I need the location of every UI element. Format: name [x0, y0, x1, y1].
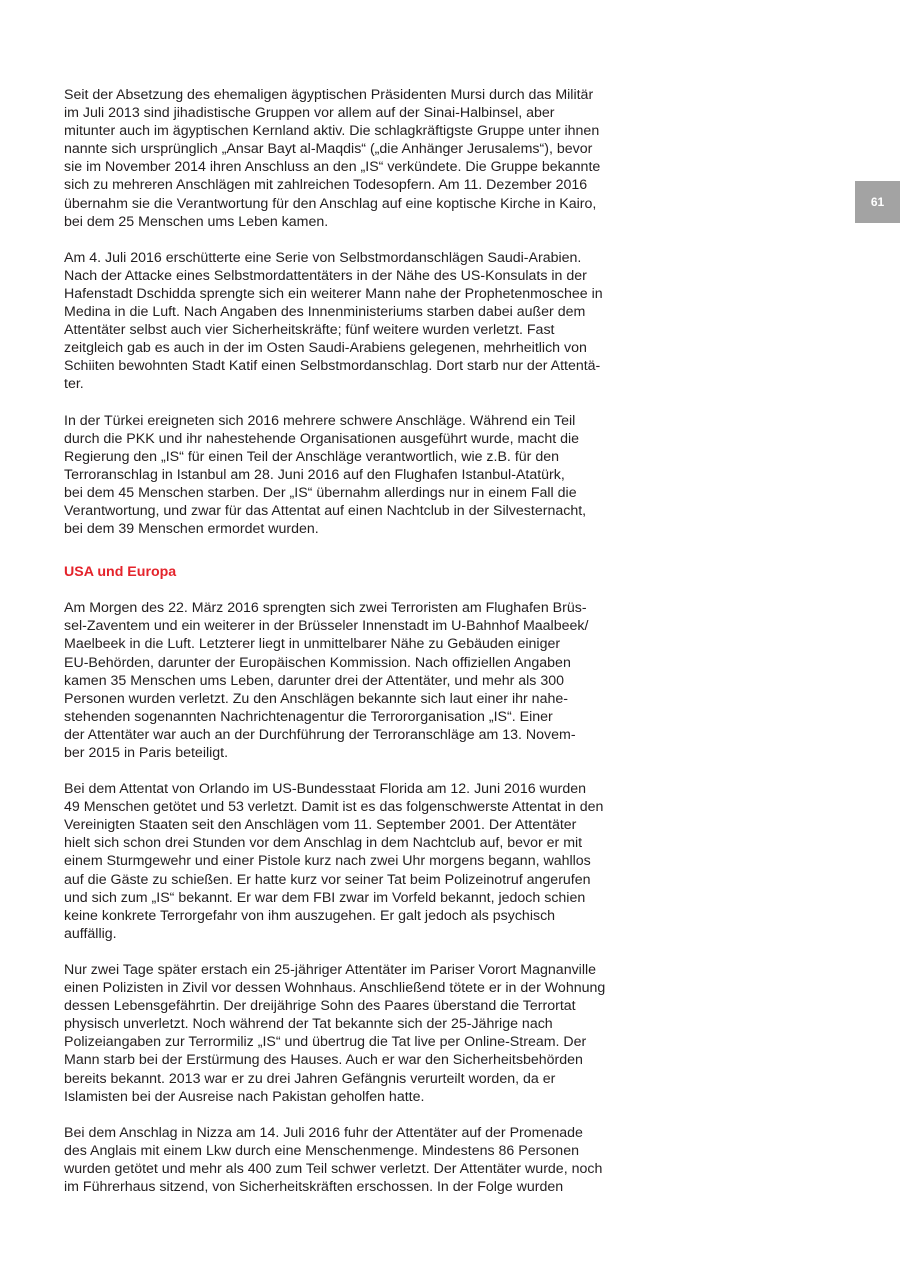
paragraph-line: und sich zum „IS“ bekannt. Er war dem FBI zwar im Vorfeld bekannt, jedoch schien	[64, 889, 586, 906]
paragraph-line: Medina in die Luft. Nach Angaben des Innenministeriums starben dabei außer dem	[64, 304, 586, 321]
paragraph	[64, 86, 624, 231]
page-number-tab	[855, 181, 900, 223]
paragraph-line: Verantwortung, und zwar für das Attentat auf einen Nachtclub in der Silvesternacht,	[64, 502, 587, 519]
paragraph-line: im Juli 2013 sind jihadistische Gruppen vor allem auf der Sinai-Halbinsel, aber	[64, 105, 555, 122]
text-block-top	[64, 86, 624, 538]
paragraph-line: Schiiten bewohnten Stadt Katif einen Selbstmordanschlag. Dort starb nur der Attentä-	[64, 358, 601, 375]
paragraph-line: im Führerhaus sitzend, von Sicherheitskräften erschossen. In der Folge wurden	[64, 1178, 564, 1195]
paragraph-line: Maelbeek in die Luft. Letzterer liegt in unmittelbarer Nähe zu Gebäuden einiger	[64, 636, 561, 653]
paragraph-line: sich zu mehreren Anschlägen mit zahlreichen Todesopfern. Am 11. Dezember 2016	[64, 177, 588, 194]
paragraph	[64, 780, 624, 943]
paragraph-line: 49 Menschen getötet und 53 verletzt. Damit ist es das folgenschwerste Attentat in den	[64, 799, 604, 816]
paragraph-line: Polizeiangaben zur Terrormiliz „IS“ und übertrug die Tat live per Online-Stream. Der	[64, 1034, 587, 1051]
paragraph-line: physisch unverletzt. Noch während der Tat bekannte sich der 25-Jährige nach	[64, 1016, 553, 1033]
paragraph	[64, 412, 624, 539]
paragraph	[64, 1124, 624, 1196]
paragraph-line: keine konkrete Terrorgefahr von ihm auszugehen. Er galt jedoch als psychisch	[64, 907, 556, 924]
paragraph-line: übernahm sie die Verantwortung für den Anschlag auf eine koptische Kirche in Kairo,	[64, 195, 597, 212]
paragraph-line: In der Türkei ereigneten sich 2016 mehrere schwere Anschläge. Während ein Teil	[64, 412, 576, 429]
paragraph-line: bei dem 39 Menschen ermordet wurden.	[64, 521, 319, 538]
paragraph-line: durch die PKK und ihr nahestehende Organisationen ausgeführt wurde, macht die	[64, 430, 580, 447]
paragraph-line: mitunter auch im ägyptischen Kernland aktiv. Die schlagkräftigste Gruppe unter ihnen	[64, 123, 600, 140]
paragraph-line: Vereinigten Staaten seit den Anschlägen vom 11. September 2001. Der Attentäter	[64, 817, 577, 834]
paragraph-line: Hafenstadt Dschidda sprengte sich ein weiterer Mann nahe der Prophetenmoschee in	[64, 285, 603, 302]
paragraph-line: bereits bekannt. 2013 war er zu drei Jahren Gefängnis verurteilt worden, da er	[64, 1070, 556, 1087]
paragraph-line: Nach der Attacke eines Selbstmordattentäters in der Nähe des US-Konsulats in der	[64, 267, 587, 284]
paragraph-line: auffällig.	[64, 925, 117, 942]
paragraph-line: Islamisten bei der Ausreise nach Pakistan geholfen hatte.	[64, 1088, 425, 1105]
paragraph-line: einem Sturmgewehr und einer Pistole kurz nach zwei Uhr morgens begann, wahllos	[64, 853, 591, 870]
paragraph-line: Terroranschlag in Istanbul am 28. Juni 2016 auf den Flughafen Istanbul-Atatürk,	[64, 466, 565, 483]
paragraph-line: sie im November 2014 ihren Anschluss an den „IS“ verkündete. Die Gruppe bekannte	[64, 159, 601, 176]
paragraph-line: Bei dem Attentat von Orlando im US-Bundesstaat Florida am 12. Juni 2016 wurden	[64, 781, 587, 798]
paragraph-line: einen Polizisten in Zivil vor dessen Wohnhaus. Anschließend tötete er in der Wohnung	[64, 980, 606, 997]
paragraph-line: auf die Gäste zu schießen. Er hatte kurz vor seiner Tat beim Polizeinotruf angerufen	[64, 871, 591, 888]
paragraph-line: Attentäter selbst auch vier Sicherheitskräfte; fünf weitere wurden verletzt. Fast	[64, 322, 555, 339]
paragraph	[64, 961, 624, 1106]
paragraph-line: der Attentäter war auch an der Durchführung der Terroranschläge am 13. Novem-	[64, 726, 576, 743]
paragraph	[64, 599, 624, 762]
page-number: 61	[870, 195, 885, 209]
paragraph-line: des Anglais mit einem Lkw durch eine Menschenmenge. Mindestens 86 Personen	[64, 1142, 579, 1159]
paragraph-line: zeitgleich gab es auch in der im Osten Saudi-Arabiens gelegenen, mehrheitlich von	[64, 340, 587, 357]
paragraph-line: Mann starb bei der Erstürmung des Hauses. Auch er war den Sicherheitsbehörden	[64, 1052, 583, 1069]
paragraph-line: nannte sich ursprünglich „Ansar Bayt al-Maqdis“ („die Anhänger Jerusalems“), bevor	[64, 141, 593, 158]
paragraph-line: Seit der Absetzung des ehemaligen ägyptischen Präsidenten Mursi durch das Militär	[64, 87, 594, 103]
paragraph	[64, 249, 624, 394]
paragraph-line: dessen Lebensgefährtin. Der dreijährige Sohn des Paares überstand die Terrortat	[64, 998, 576, 1015]
page-content	[64, 86, 624, 1214]
paragraph-line: Nur zwei Tage später erstach ein 25-jähriger Attentäter im Pariser Vorort Magnanville	[64, 961, 597, 978]
paragraph-line: stehenden sogenannten Nachrichtenagentur die Terrororganisation „IS“. Einer	[64, 708, 553, 725]
paragraph-line: Personen wurden verletzt. Zu den Anschlägen bekannte sich laut einer ihr nahe-	[64, 690, 568, 707]
paragraph-line: sel-Zaventem und ein weiterer in der Brüsseler Innenstadt im U-Bahnhof Maalbeek/	[64, 618, 589, 635]
paragraph-line: kamen 35 Menschen ums Leben, darunter drei der Attentäter, und mehr als 300	[64, 672, 565, 689]
paragraph-line: ber 2015 in Paris beteiligt.	[64, 745, 229, 761]
paragraph-line: Regierung den „IS“ für einen Teil der Anschläge verantwortlich, wie z.B. für den	[64, 448, 559, 465]
paragraph-line: Am 4. Juli 2016 erschütterte eine Serie von Selbstmordanschlägen Saudi-Arabien.	[64, 249, 582, 266]
paragraph-line: Am Morgen des 22. März 2016 sprengten sich zwei Terroristen am Flughafen Brüs-	[64, 600, 587, 617]
paragraph-line: Bei dem Anschlag in Nizza am 14. Juli 2016 fuhr der Attentäter auf der Promenade	[64, 1124, 583, 1141]
section-heading: USA und Europa	[64, 564, 177, 581]
text-block-bottom	[64, 599, 624, 1196]
paragraph-line: ter.	[64, 376, 84, 393]
paragraph-line: hielt sich schon drei Stunden vor dem Anschlag in dem Nachtclub auf, bevor er mit	[64, 835, 583, 852]
paragraph-line: EU-Behörden, darunter der Europäischen Kommission. Nach offiziellen Angaben	[64, 654, 571, 671]
paragraph-line: bei dem 45 Menschen starben. Der „IS“ übernahm allerdings nur in einem Fall die	[64, 484, 577, 501]
paragraph-line: wurden getötet und mehr als 400 zum Teil schwer verletzt. Der Attentäter wurde, noch	[64, 1160, 603, 1177]
paragraph-line: bei dem 25 Menschen ums Leben kamen.	[64, 213, 329, 230]
